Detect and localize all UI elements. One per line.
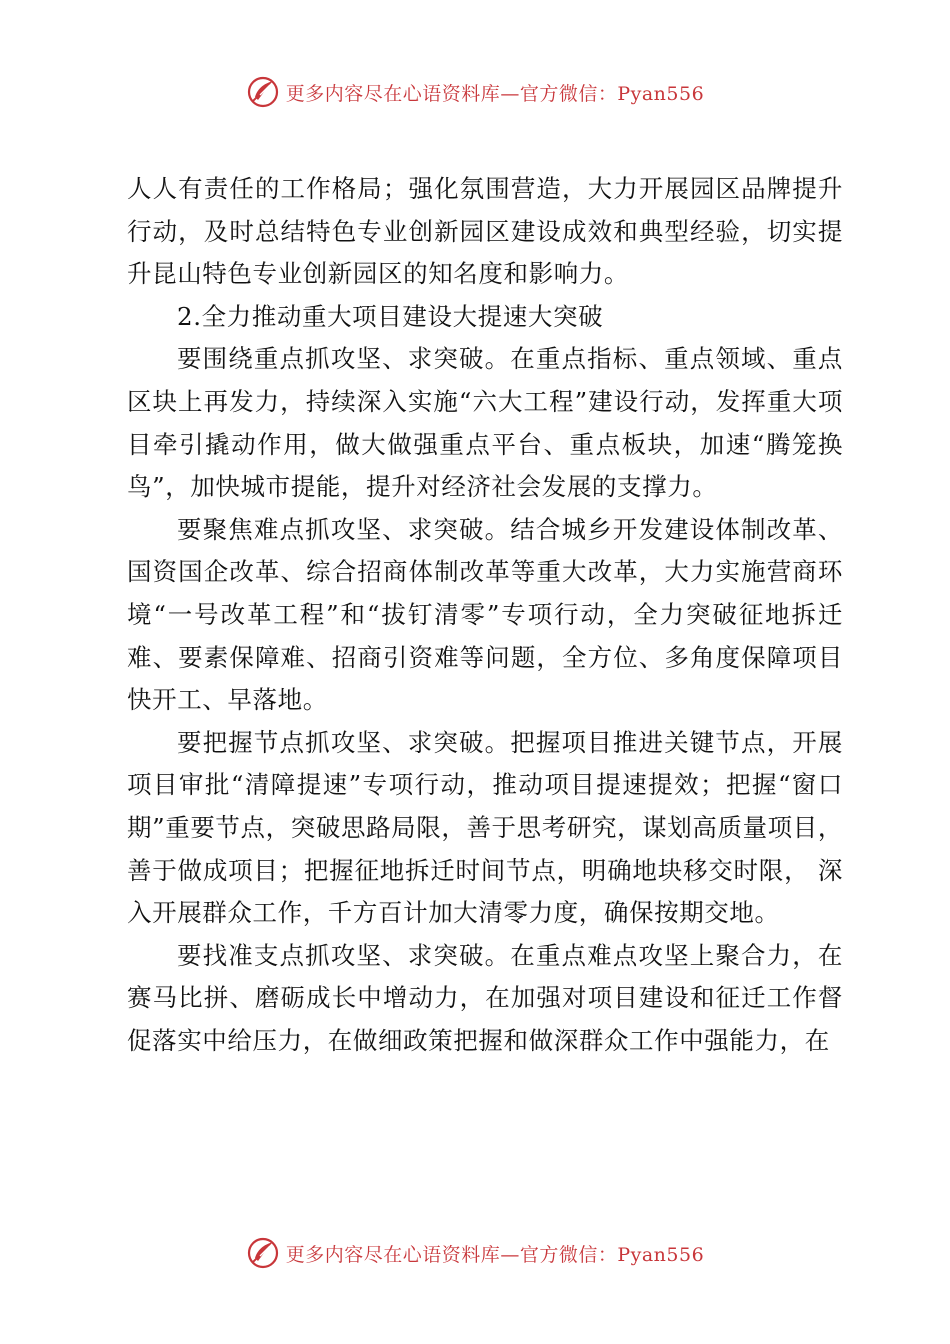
document-body [127,168,843,1062]
logo-icon [246,1236,280,1270]
logo-icon [246,75,280,109]
paragraph-pivots: 要找准支点抓攻坚、求突破。在重点难点攻坚上聚合力，在赛马比拼、磨砺成长中增动力，在加强对项目建设和征迁工作督促落实中给压力，在做细政策把握和做深群众工作中强能力，在 [127,940,843,1055]
paragraph-difficulties: 要聚焦难点抓攻坚、求突破。结合城乡开发建设体制改革、国资国企改革、综合招商体制改革等重大改革，大力实施营商环境“一号改革工程”和“拔钉清零”专项行动，全力突破征地拆迁难、要素保障难、招商引资难等问题，全方位、多角度保障项目快开工、早落地。 [127,514,843,715]
banner-text: 更多内容尽在心语资料库—官方微信：Pyan556 [285,1243,705,1266]
section-heading: 2.全力推动重大项目建设大提速大突破 [177,301,604,331]
footer-banner [0,1233,950,1273]
header-banner [0,72,950,112]
paragraph-key-points: 要围绕重点抓攻坚、求突破。在重点指标、重点领域、重点区块上再发力，持续深入实施“六大工程”建设行动，发挥重大项目牵引撬动作用，做大做强重点平台、重点板块，加速“腾笼换鸟”，加快城市提能，提升对经济社会发展的支撑力。 [127,344,843,502]
paragraph-continuation: 人人有责任的工作格局；强化氛围营造，大力开展园区品牌提升行动，及时总结特色专业创新园区建设成效和典型经验，切实提升昆山特色专业创新园区的知名度和影响力。 [127,174,843,289]
banner-text: 更多内容尽在心语资料库—官方微信：Pyan556 [285,82,705,105]
paragraph-nodes: 要把握节点抓攻坚、求突破。把握项目推进关键节点，开展项目审批“清障提速”专项行动，推动项目提速提效；把握“窗口期”重要节点，突破思路局限，善于思考研究，谋划高质量项目，善于做成项目；把握征地拆迁时间节点，明确地块移交时限， 深入开展群众工作，千方百计加大清零力度，确保按期交地。 [127,727,843,928]
